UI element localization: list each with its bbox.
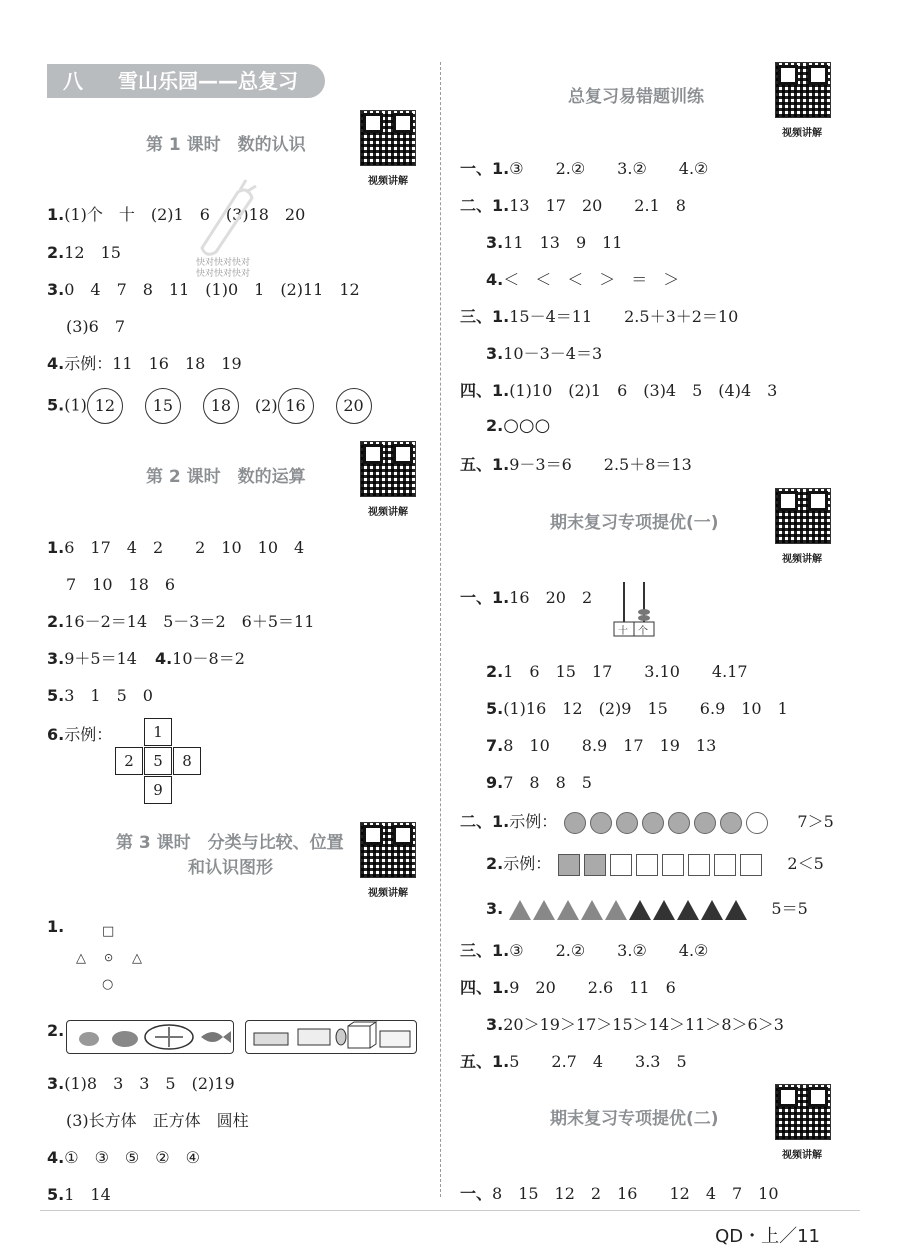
s2-r12: [460, 1049, 687, 1072]
filled-triangle-icon: [509, 900, 531, 920]
comparison-text: 2＜5: [787, 854, 824, 873]
qr-code-lesson3[interactable]: [360, 822, 416, 878]
q-number: 2.: [486, 416, 504, 435]
empty-triangle-icon: [653, 900, 675, 920]
lesson1-title: 第 1 课时 数的认识: [146, 135, 306, 155]
s1-r5: [460, 304, 738, 327]
answer-text: 示例：: [503, 854, 552, 873]
q-number: 一、: [460, 1184, 493, 1203]
l1-q3b: (3)6 7: [66, 317, 126, 336]
q-number: 2.: [486, 662, 504, 681]
s2-r7: [486, 851, 824, 876]
q-number: 5.: [47, 1185, 65, 1204]
q-number: 5.: [47, 395, 65, 415]
l3-q3b: (3)长方体 正方体 圆柱: [66, 1111, 249, 1130]
empty-square-icon: [714, 854, 736, 876]
unit-title: 雪山乐园——总复习: [117, 69, 298, 93]
answer-text: 1 14: [64, 1185, 111, 1204]
section2-title: 期末复习专项提优(一): [550, 513, 719, 533]
l3-q4: [47, 1145, 200, 1168]
filled-triangle-icon: [581, 900, 603, 920]
circled-number: 20: [336, 388, 372, 424]
s1-r8: [486, 415, 550, 436]
l1-q5: [47, 388, 380, 424]
q-number: 2.: [47, 243, 65, 262]
answer-text: 12 15: [64, 243, 121, 262]
qr-code-lesson2[interactable]: [360, 441, 416, 497]
s1-r6: [486, 341, 602, 364]
s1-r7: [460, 378, 777, 401]
lesson2-title: 第 2 课时 数的运算: [146, 467, 306, 487]
q-number: 4.: [47, 354, 65, 373]
q-number: 3.: [486, 899, 504, 918]
l3-q1: [47, 917, 64, 936]
q-number: 一、1.: [460, 159, 510, 178]
q-number: 3.: [47, 280, 65, 299]
s2-r4: [486, 733, 716, 756]
grid-cell-top: 1: [144, 718, 172, 746]
grid-cell-center: 5: [144, 747, 172, 775]
filled-triangle-icon: [605, 900, 627, 920]
qr-label: 视频讲解: [368, 507, 408, 518]
l2-q6: [47, 722, 112, 745]
q-number: 2.: [47, 1021, 65, 1040]
abacus-label-one: 个: [638, 626, 648, 637]
filled-circle-icon: [720, 812, 742, 834]
s1-r9: [460, 452, 692, 475]
filled-triangle-icon: [557, 900, 579, 920]
q-number: 五、1.: [460, 1052, 510, 1071]
part-label: (1): [64, 395, 87, 415]
s1-r1: [460, 156, 708, 179]
comparison-text: 7＞5: [797, 812, 834, 831]
q-number: 3.: [486, 1015, 504, 1034]
answer-text: 16－2＝14 5－3＝2 6＋5＝11: [64, 612, 315, 631]
watermark-text: 快对快对快对 快对快对快对: [196, 258, 251, 279]
part-label: (2): [254, 395, 278, 415]
l1-q3: [47, 277, 360, 300]
s2-r8: [486, 896, 808, 920]
qr-code-lesson1[interactable]: [360, 110, 416, 166]
q-number: 三、1.: [460, 307, 510, 326]
filled-circle-icon: [590, 812, 612, 834]
filled-triangle-icon: [533, 900, 555, 920]
lesson3-title: 第 3 课时 分类与比较、位置: [116, 833, 344, 853]
q-number: 1.: [47, 917, 65, 936]
qr-code-section3[interactable]: [775, 1084, 831, 1140]
q-number: 7.: [486, 736, 504, 755]
animals-picture: [66, 1020, 234, 1054]
q-number: 四、1.: [460, 978, 510, 997]
abacus-label-ten: 十: [618, 626, 628, 637]
answer-text: (1)16 12 (2)9 15 6.9 10 1: [503, 699, 788, 718]
answer-text: 20＞19＞17＞15＞14＞11＞8＞6＞3: [503, 1015, 784, 1034]
q-number: 2.: [47, 612, 65, 631]
answer-text: 7 8 8 5: [503, 773, 592, 792]
filled-square-icon: [584, 854, 606, 876]
l2-q3: [47, 646, 245, 669]
s1-r3: [486, 230, 622, 253]
qr-label: 视频讲解: [368, 888, 408, 899]
q-number: 3.: [47, 649, 65, 668]
answer-text: 3 1 5 0: [64, 686, 153, 705]
empty-triangle-icon: [701, 900, 723, 920]
qr-label: 视频讲解: [782, 128, 822, 139]
s2-r9: [460, 938, 708, 961]
empty-triangle-icon: [725, 900, 747, 920]
answer-text: 5 2.7 4 3.3 5: [509, 1052, 687, 1071]
answer-text: 6 17 4 2 2 10 10 4: [64, 538, 305, 557]
l3-q3: [47, 1071, 235, 1094]
q-number: 3.: [486, 344, 504, 363]
answer-text: 示例：: [509, 812, 558, 831]
qr-label: 视频讲解: [782, 1150, 822, 1161]
qr-label: 视频讲解: [368, 176, 408, 187]
shape-triangle-icon: △: [76, 951, 86, 966]
answer-text: 9＋5＝14: [64, 649, 137, 668]
column-divider: [440, 62, 441, 1197]
filled-circle-icon: [564, 812, 586, 834]
s2-r2: [486, 659, 748, 682]
q-number: 5.: [486, 699, 504, 718]
circled-number: 12: [87, 388, 123, 424]
answer-text: 10－3－4＝3: [503, 344, 603, 363]
l2-q1b: 7 10 18 6: [66, 575, 176, 594]
carrot-watermark-icon: [190, 178, 260, 258]
q-number: 五、1.: [460, 455, 510, 474]
empty-square-icon: [662, 854, 684, 876]
answer-text: 示例：: [64, 725, 113, 744]
empty-triangle-icon: [677, 900, 699, 920]
qr-code-section1[interactable]: [775, 62, 831, 118]
section3-title: 期末复习专项提优(二): [550, 1109, 719, 1129]
answer-text: (1)8 3 3 5 (2)19: [64, 1074, 235, 1093]
qr-label: 视频讲解: [782, 554, 822, 565]
answer-text: 9－3＝6 2.5＋8＝13: [509, 455, 692, 474]
filled-circle-icon: [668, 812, 690, 834]
animals-icon: [67, 1021, 233, 1053]
q-number: 4.: [47, 1148, 65, 1167]
s1-r2: [460, 193, 686, 216]
q-number: 6.: [47, 725, 65, 744]
q-number: 2.: [486, 854, 504, 873]
grid-cell-left: 2: [115, 747, 143, 775]
answer-text: 示例：11 16 18 19: [64, 354, 242, 373]
answer-text: 1 6 15 17 3.10 4.17: [503, 662, 748, 681]
q-number: 1.: [47, 538, 65, 557]
filled-circle-icon: [694, 812, 716, 834]
s2-r10: [460, 975, 676, 998]
q-number: 5.: [47, 686, 65, 705]
answer-text: 8 10 8.9 17 19 13: [503, 736, 717, 755]
filled-circle-icon: [642, 812, 664, 834]
qr-code-section2[interactable]: [775, 488, 831, 544]
q-number: 三、1.: [460, 941, 510, 960]
solids-picture: [245, 1020, 417, 1054]
q-number: 二、1.: [460, 812, 510, 831]
answer-text: 9 20 2.6 11 6: [509, 978, 676, 997]
circled-number: 15: [145, 388, 181, 424]
q-number: 4.: [154, 649, 173, 668]
answer-text: 11 13 9 11: [503, 233, 623, 252]
shape-triangle-icon: △: [132, 951, 142, 966]
s2-r5: [486, 770, 592, 793]
shape-target-icon: ⊙: [104, 951, 114, 964]
section1-title: 总复习易错题训练: [568, 87, 704, 107]
lesson3-title-line2: 和认识图形: [188, 858, 273, 878]
l2-q5: [47, 683, 153, 706]
s2-r3: [486, 696, 788, 719]
solids-icon: [246, 1021, 416, 1053]
answer-text: ＜ ＜ ＜ ＞ ＝ ＞: [503, 270, 680, 289]
empty-square-icon: [636, 854, 658, 876]
l1-q1: [47, 202, 305, 225]
l1-q2: [47, 240, 121, 263]
s3-r1: [460, 1181, 779, 1204]
answer-text: 15－4＝11 2.5＋3＋2＝10: [509, 307, 739, 326]
empty-square-icon: [688, 854, 710, 876]
q-number: 一、1.: [460, 588, 510, 607]
q-number: 1.: [47, 205, 65, 224]
answer-text: ③ 2.② 3.② 4.②: [509, 159, 709, 178]
shape-square-icon: □: [102, 924, 115, 939]
filled-square-icon: [558, 854, 580, 876]
l3-q2: [47, 1021, 64, 1040]
l2-q2: [47, 609, 314, 632]
empty-square-icon: [740, 854, 762, 876]
q-number: 二、1.: [460, 196, 510, 215]
page-footer: QD・上／11: [715, 1226, 820, 1247]
number-cross-grid: [115, 718, 205, 808]
answer-text: ① ③ ⑤ ② ④: [64, 1148, 200, 1167]
empty-square-icon: [610, 854, 632, 876]
s2-r6: [460, 809, 834, 834]
l3-q5: [47, 1182, 111, 1205]
grid-cell-bottom: 9: [144, 776, 172, 804]
grid-cell-right: 8: [173, 747, 201, 775]
empty-circle-icon: [746, 812, 768, 834]
answer-text: 0 4 7 8 11 (1)0 1 (2)11 12: [64, 280, 360, 299]
comparison-text: 5＝5: [771, 899, 808, 918]
answer-text: ○○○: [503, 415, 551, 436]
answer-text: ③ 2.② 3.② 4.②: [509, 941, 709, 960]
footer-rule: [40, 1210, 860, 1211]
answer-text: (1)10 (2)1 6 (3)4 5 (4)4 3: [509, 381, 778, 400]
circled-number: 18: [203, 388, 239, 424]
s1-r4: [486, 267, 679, 290]
empty-triangle-icon: [629, 900, 651, 920]
answer-text: 8 15 12 2 16 12 4 7 10: [492, 1184, 779, 1203]
circled-number: 16: [278, 388, 314, 424]
q-number: 9.: [486, 773, 504, 792]
s2-r11: [486, 1012, 784, 1035]
answer-text: 16 20 2: [509, 588, 593, 607]
answer-text: (1)个 十 (2)1 6 (3)18 20: [64, 205, 306, 224]
filled-circle-icon: [616, 812, 638, 834]
q-number: 4.: [486, 270, 504, 289]
answer-text: 10－8＝2: [172, 649, 245, 668]
l2-q1: [47, 535, 304, 558]
q-number: 3.: [47, 1074, 65, 1093]
l1-q4: [47, 351, 242, 374]
q-number: 3.: [486, 233, 504, 252]
q-number: 四、1.: [460, 381, 510, 400]
answer-text: 13 17 20 2.1 8: [509, 196, 686, 215]
unit-banner: [47, 64, 325, 98]
unit-number: 八: [63, 69, 83, 93]
shape-circle-icon: ○: [102, 977, 114, 992]
s2-r1: [460, 585, 592, 608]
